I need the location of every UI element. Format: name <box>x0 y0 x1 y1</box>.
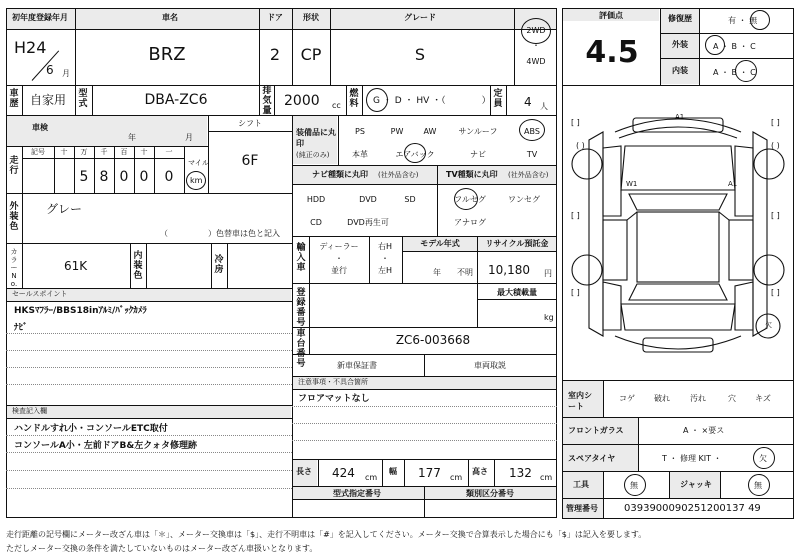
jack-value: 無 <box>754 481 762 490</box>
shaken-label: 車検 <box>32 123 48 132</box>
repair-label: 修復歴 <box>668 14 692 23</box>
sales-points-label: セールスポイント <box>12 290 68 298</box>
capacity-value: 4 <box>524 95 532 109</box>
sales-line-1: HKSﾏﾌﾗｰ/BBS18inｱﾙﾐ/ﾊﾞｯｸｶﾒﾗ <box>14 306 147 316</box>
bracket-tl: [ ] <box>571 118 580 127</box>
width-value: 177 <box>418 466 441 480</box>
notes-label: 注意事項・不具合箇所 <box>298 378 368 386</box>
shape-label: 形状 <box>303 13 319 22</box>
car-name: BRZ <box>148 44 186 65</box>
interior-color-label: 内装色 <box>133 251 143 281</box>
mileage-digit: 0 <box>139 169 149 185</box>
footer-line-2: ただしメーター交換の条件を満たしていないものはメーター改ざん車扱いとなります。 <box>6 544 318 553</box>
model-year-label: モデル年式 <box>420 239 460 248</box>
exterior-label: 外装 <box>672 40 688 49</box>
seat-opt-yabure: 破れ <box>654 394 670 403</box>
equip-tv: TV <box>526 150 538 159</box>
doc-manual: 車両取説 <box>474 361 506 370</box>
registered-label: 登録番号 <box>296 288 306 328</box>
model-year-unknown: 不明 <box>457 268 473 277</box>
shift-label: シフト <box>238 119 262 128</box>
mile-label: マイル <box>188 159 209 167</box>
paren-tr: ( ) <box>771 141 780 150</box>
import-left-h: 左H <box>377 266 393 275</box>
tools-label: 工具 <box>573 480 589 489</box>
navi-dvd: DVD <box>359 195 377 204</box>
color-no-value: 61K <box>64 259 88 273</box>
repaint-note: （ ）色替車は色と記入 <box>160 229 280 238</box>
import-dot: ・ <box>335 254 343 263</box>
recycle-value: 10,180 <box>488 263 530 277</box>
shaken-year-unit: 年 <box>128 133 136 142</box>
recycle-yen: 円 <box>544 269 552 278</box>
equip-sunroof: サンルーフ <box>458 127 498 136</box>
paren-tl: ( ) <box>576 141 585 150</box>
import-dealer: ディーラー <box>319 242 359 251</box>
grade-label: グレード <box>404 13 436 22</box>
grade-value: S <box>414 45 426 64</box>
drive-2wd: 2WD <box>526 26 546 35</box>
door-label: ドア <box>267 13 283 22</box>
color-no-label: カラーNo. <box>10 248 18 288</box>
equip-leather: 本革 <box>352 150 368 159</box>
repair-value: 有 ・ 無 <box>728 16 758 25</box>
navi-hdd: HDD <box>306 195 326 204</box>
seat-opt-yogore: 汚れ <box>690 394 706 403</box>
footer-line-1: 走行距離の記号欄にメーター改ざん車は「＊」、メーター交換車は「$」、走行不明車は「#」を記入してください。メーター交換で合算表示した場合にも「$」は記入を要します。 <box>6 530 647 539</box>
score-label: 評価点 <box>599 11 623 20</box>
chassis-value: ZC6-003668 <box>395 333 471 347</box>
door-count: 2 <box>269 45 281 64</box>
spare-tire-label: スペアタイヤ <box>568 454 616 463</box>
inspector-line-1: ハンドルすれ小・コンソールETC取付 <box>14 424 168 434</box>
tv-oneseg: ワンセグ <box>508 195 540 204</box>
equipment-label: 装備品に丸印 <box>296 128 336 148</box>
reg-month-unit: 月 <box>62 69 70 78</box>
interior-b-circle <box>735 60 757 82</box>
navi-sd: SD <box>404 195 416 204</box>
color-label: 外装色 <box>9 202 19 232</box>
width-unit: cm <box>450 473 463 482</box>
sales-line-2: ﾅﾋﾞ <box>14 323 28 333</box>
height-value: 132 <box>509 466 532 480</box>
equip-pw: PW <box>390 127 404 136</box>
mileage-digit-label: 十 <box>140 148 148 156</box>
equip-airbag: エアバック <box>395 150 435 159</box>
bracket-mr: [ ] <box>771 211 780 220</box>
length-value: 424 <box>332 466 355 480</box>
doc-warranty: 新車保証書 <box>337 361 377 370</box>
height-unit: cm <box>540 473 553 482</box>
mileage-digit-label: 万 <box>80 148 88 156</box>
reg-era-year: H24 <box>14 38 47 57</box>
color-value: グレー <box>46 202 83 216</box>
mileage-digit: 0 <box>164 169 174 185</box>
height-label: 高さ <box>472 467 488 476</box>
navi-cd: CD <box>310 218 322 227</box>
equip-ps: PS <box>355 127 365 136</box>
mileage-digit-label: 十 <box>60 148 68 156</box>
front-glass-label: フロントガラス <box>568 426 624 435</box>
bracket-tr: [ ] <box>771 118 780 127</box>
navi-label: ナビ種類に丸印 <box>312 170 368 179</box>
tools-value: 無 <box>630 481 638 490</box>
equip-navi: ナビ <box>470 150 486 159</box>
mileage-digit: 8 <box>99 169 109 185</box>
model-code: DBA-ZC6 <box>144 92 208 108</box>
displacement-unit: cc <box>332 101 341 110</box>
navi-dvd-play: DVD再生可 <box>347 218 389 227</box>
km-label: km <box>190 176 203 185</box>
capacity-label: 定員 <box>493 89 503 109</box>
front-glass-options: A ・ ×要ス <box>683 426 725 435</box>
tv-note: (社外品含む) <box>508 171 549 179</box>
seat-opt-kizu: キズ <box>755 394 771 403</box>
chassis-label: 車台番号 <box>296 329 306 369</box>
tv-label: TV種類に丸印 <box>446 170 498 179</box>
inspector-label: 検査記入欄 <box>12 407 47 415</box>
ac-label: 冷房 <box>214 255 224 275</box>
length-label: 長さ <box>296 467 312 476</box>
fuel-options: G ・ D ・ HV ・（ ） <box>373 96 491 106</box>
import-dot-2: ・ <box>381 254 389 263</box>
import-parallel: 並行 <box>331 266 347 275</box>
model-label: 型式 <box>78 89 88 109</box>
shift-value: 6F <box>241 153 259 169</box>
mark-a1-right: A1 <box>728 180 738 188</box>
mileage-digit-label: 一 <box>165 148 173 156</box>
mileage-label: 走行 <box>9 156 19 176</box>
bracket-br: [ ] <box>771 288 780 297</box>
interior-label: 内装 <box>672 66 688 75</box>
mark-w1-left: W1 <box>626 180 638 188</box>
tv-analog: アナログ <box>454 218 486 227</box>
displacement-value: 2000 <box>284 93 320 109</box>
import-right-h: 右H <box>377 242 393 251</box>
category-label: 類別区分番号 <box>466 489 514 498</box>
seat-opt-ana: 穴 <box>728 394 736 403</box>
capacity-unit: 人 <box>540 102 548 111</box>
length-unit: cm <box>365 473 378 482</box>
tv-fullseg: フルセグ <box>454 195 486 204</box>
usage-value: 自家用 <box>30 93 67 107</box>
spare-tire-missing: 欠 <box>759 454 767 463</box>
exterior-a-circle <box>705 35 725 55</box>
drive-4wd: 4WD <box>526 57 546 66</box>
score-value: 4.5 <box>585 35 639 70</box>
reg-month: 6 <box>46 63 54 77</box>
mileage-digit-label: 記号 <box>31 148 45 156</box>
seat-opt-koge: コゲ <box>619 394 635 403</box>
bracket-bl: [ ] <box>571 288 580 297</box>
inspector-line-2: コンソールA小・左前ドアB&左クォタ修理跡 <box>14 441 197 451</box>
car-damage-diagram <box>563 86 793 378</box>
type-spec-label: 型式指定番号 <box>333 489 381 498</box>
jack-label: ジャッキ <box>680 480 712 489</box>
first-reg-label: 初年度登録年月 <box>12 13 68 22</box>
mileage-digit-label: 百 <box>120 148 128 156</box>
equip-abs: ABS <box>524 127 540 136</box>
equipment-sublabel: (純正のみ) <box>296 151 330 159</box>
usage-label: 車歴 <box>9 89 19 109</box>
shaken-month-unit: 月 <box>185 133 193 142</box>
car-name-label: 車名 <box>162 13 178 22</box>
drive-dot: ・ <box>532 41 540 50</box>
mileage-digit: 5 <box>79 169 89 185</box>
notes-text: フロアマットなし <box>298 394 370 404</box>
management-value: 0393900090251200137 49 <box>624 503 761 514</box>
equip-aw: AW <box>423 127 437 136</box>
mileage-digit: 0 <box>119 169 129 185</box>
recycle-label: リサイクル預託金 <box>485 239 549 248</box>
mark-a1-top: A1 <box>675 113 685 121</box>
navi-note: (社外品含む) <box>378 171 419 179</box>
max-load-label: 最大積載量 <box>497 288 537 297</box>
displacement-label: 排気量 <box>262 86 272 116</box>
interior-value: A ・ B ・ C <box>713 68 756 77</box>
spare-tire-options: T ・ 修理 KIT ・ <box>662 454 722 463</box>
width-label: 幅 <box>389 467 397 476</box>
import-label: 輸入車 <box>296 243 306 273</box>
body-shape: CP <box>300 45 322 64</box>
spare-missing-mark: 欠 <box>765 321 772 329</box>
max-load-unit: kg <box>544 313 554 322</box>
management-label: 管理番号 <box>566 504 598 513</box>
repair-none-circle <box>750 10 770 30</box>
model-year-unit: 年 <box>433 268 441 277</box>
interior-seat-label: 室内シート <box>568 391 592 411</box>
mileage-digit-label: 千 <box>100 148 108 156</box>
bracket-ml: [ ] <box>571 211 580 220</box>
exterior-value: A ・ B ・ C <box>713 42 756 51</box>
fuel-label: 燃料 <box>349 89 359 109</box>
